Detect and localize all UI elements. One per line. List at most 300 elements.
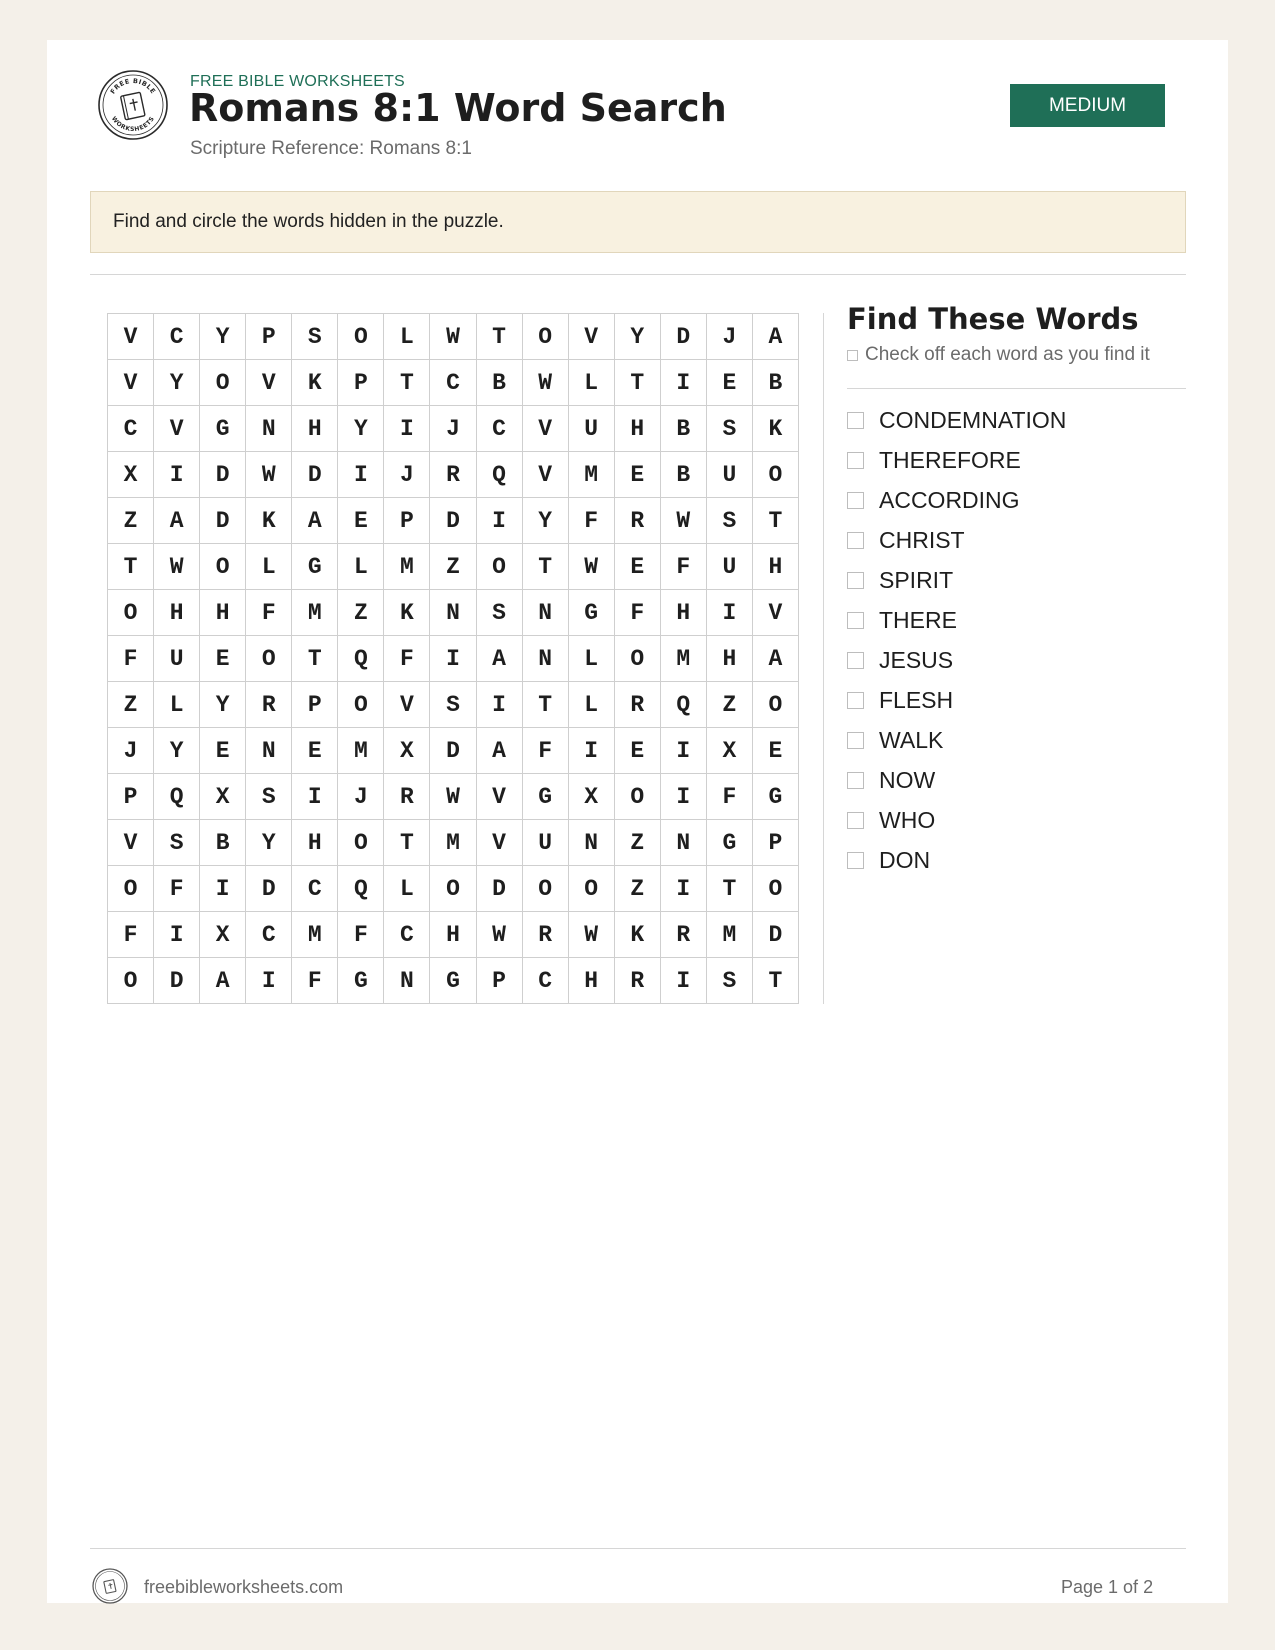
grid-cell[interactable]: T [108, 544, 154, 590]
grid-cell[interactable]: H [614, 406, 660, 452]
grid-row [108, 774, 799, 820]
grid-cell[interactable]: Z [338, 590, 384, 636]
word-checkbox[interactable] [847, 612, 864, 629]
word-list-item[interactable] [847, 520, 1066, 560]
grid-cell[interactable]: N [430, 590, 476, 636]
logo-text-bottom: WORKSHEETS [109, 115, 157, 134]
grid-cell[interactable]: V [246, 360, 292, 406]
grid-cell[interactable]: C [292, 866, 338, 912]
grid-cell[interactable]: V [522, 452, 568, 498]
grid-cell[interactable]: O [200, 544, 246, 590]
grid-row [108, 360, 799, 406]
grid-cell[interactable]: R [430, 452, 476, 498]
grid-cell[interactable]: P [476, 958, 522, 1004]
word-list-item[interactable] [847, 840, 1066, 880]
word-list-item[interactable] [847, 800, 1066, 840]
grid-cell[interactable]: D [200, 452, 246, 498]
grid-cell[interactable]: P [752, 820, 798, 866]
grid-cell[interactable]: W [568, 544, 614, 590]
word-list [847, 400, 1066, 880]
grid-cell[interactable]: A [476, 636, 522, 682]
grid-cell[interactable]: D [430, 498, 476, 544]
grid-cell[interactable]: I [200, 866, 246, 912]
grid-cell[interactable]: X [108, 452, 154, 498]
word-checkbox[interactable] [847, 812, 864, 829]
grid-cell[interactable]: I [292, 774, 338, 820]
word-list-hint [847, 344, 1150, 366]
grid-cell[interactable]: X [568, 774, 614, 820]
grid-cell[interactable]: O [752, 452, 798, 498]
grid-cell[interactable]: O [108, 590, 154, 636]
grid-cell[interactable]: F [522, 728, 568, 774]
grid-cell[interactable]: K [246, 498, 292, 544]
word-checkbox[interactable] [847, 452, 864, 469]
page-title: Romans 8:1 Word Search [189, 86, 727, 130]
grid-cell[interactable]: D [430, 728, 476, 774]
grid-cell[interactable]: A [200, 958, 246, 1004]
grid-cell[interactable]: K [614, 912, 660, 958]
grid-cell[interactable]: Y [200, 682, 246, 728]
grid-cell[interactable]: D [752, 912, 798, 958]
word-label: WHO [879, 806, 936, 833]
grid-cell[interactable]: H [752, 544, 798, 590]
grid-cell[interactable]: S [292, 314, 338, 360]
grid-cell[interactable]: W [660, 498, 706, 544]
word-label: DON [879, 846, 931, 873]
grid-cell[interactable]: H [200, 590, 246, 636]
grid-cell[interactable]: V [108, 360, 154, 406]
grid-cell[interactable]: J [338, 774, 384, 820]
grid-cell[interactable]: F [108, 912, 154, 958]
checkbox-icon [847, 350, 858, 361]
grid-cell[interactable]: C [522, 958, 568, 1004]
grid-cell[interactable]: W [476, 912, 522, 958]
grid-cell[interactable]: V [108, 314, 154, 360]
grid-cell[interactable]: K [752, 406, 798, 452]
grid-cell[interactable]: E [292, 728, 338, 774]
grid-cell[interactable]: O [338, 314, 384, 360]
grid-cell[interactable]: N [246, 406, 292, 452]
grid-cell[interactable]: J [430, 406, 476, 452]
grid-row [108, 452, 799, 498]
grid-cell[interactable]: W [568, 912, 614, 958]
grid-cell[interactable]: A [752, 636, 798, 682]
grid-cell[interactable]: T [384, 360, 430, 406]
word-list-item[interactable] [847, 440, 1066, 480]
grid-cell[interactable]: V [384, 682, 430, 728]
grid-row [108, 498, 799, 544]
grid-cell[interactable]: S [154, 820, 200, 866]
grid-cell[interactable]: A [476, 728, 522, 774]
word-list-item[interactable] [847, 480, 1066, 520]
grid-cell[interactable]: X [384, 728, 430, 774]
word-list-item[interactable] [847, 600, 1066, 640]
instructions-text: Find and circle the words hidden in the puzzle. [113, 211, 504, 232]
grid-cell[interactable]: Z [614, 820, 660, 866]
grid-cell[interactable]: Q [338, 866, 384, 912]
grid-cell[interactable]: H [660, 590, 706, 636]
grid-cell[interactable]: W [430, 314, 476, 360]
grid-cell[interactable]: O [752, 866, 798, 912]
grid-cell[interactable]: E [614, 728, 660, 774]
word-list-item[interactable] [847, 400, 1066, 440]
grid-cell[interactable]: R [614, 682, 660, 728]
grid-cell[interactable]: C [154, 314, 200, 360]
grid-cell[interactable]: H [430, 912, 476, 958]
grid-cell[interactable]: I [568, 728, 614, 774]
grid-cell[interactable]: K [292, 360, 338, 406]
grid-cell[interactable]: F [154, 866, 200, 912]
grid-cell[interactable]: S [476, 590, 522, 636]
grid-cell[interactable]: U [154, 636, 200, 682]
word-checkbox[interactable] [847, 652, 864, 669]
grid-cell[interactable]: I [246, 958, 292, 1004]
word-checkbox[interactable] [847, 692, 864, 709]
word-list-item[interactable] [847, 760, 1066, 800]
footer-logo-icon [92, 1568, 128, 1604]
worksheet-page [47, 40, 1228, 1603]
grid-cell[interactable]: C [384, 912, 430, 958]
grid-cell[interactable]: F [338, 912, 384, 958]
grid-cell[interactable]: O [430, 866, 476, 912]
grid-row [108, 314, 799, 360]
grid-cell[interactable]: I [660, 958, 706, 1004]
grid-cell[interactable]: O [522, 314, 568, 360]
grid-cell[interactable]: L [568, 636, 614, 682]
grid-cell[interactable]: E [752, 728, 798, 774]
grid-cell[interactable]: I [660, 774, 706, 820]
word-list-item[interactable] [847, 680, 1066, 720]
grid-cell[interactable]: O [614, 636, 660, 682]
grid-cell[interactable]: S [706, 958, 752, 1004]
grid-cell[interactable]: C [246, 912, 292, 958]
page-number: Page 1 of 2 [1061, 1577, 1154, 1597]
grid-cell[interactable]: G [752, 774, 798, 820]
grid-cell[interactable]: G [338, 958, 384, 1004]
grid-cell[interactable]: W [522, 360, 568, 406]
grid-row [108, 544, 799, 590]
grid-cell[interactable]: O [108, 866, 154, 912]
grid-cell[interactable]: S [706, 406, 752, 452]
grid-cell[interactable]: W [430, 774, 476, 820]
word-checkbox[interactable] [847, 492, 864, 509]
grid-cell[interactable]: Q [338, 636, 384, 682]
grid-cell[interactable]: N [384, 958, 430, 1004]
grid-cell[interactable]: F [568, 498, 614, 544]
grid-cell[interactable]: B [200, 820, 246, 866]
grid-cell[interactable]: Y [338, 406, 384, 452]
grid-cell[interactable]: S [246, 774, 292, 820]
grid-cell[interactable]: F [384, 636, 430, 682]
grid-cell[interactable]: V [154, 406, 200, 452]
grid-cell[interactable]: F [706, 774, 752, 820]
grid-cell[interactable]: I [476, 498, 522, 544]
grid-cell[interactable]: P [338, 360, 384, 406]
grid-cell[interactable]: E [614, 544, 660, 590]
word-label: WALK [879, 726, 944, 753]
word-label: JESUS [879, 646, 954, 673]
brand-label: FREE BIBLE WORKSHEETS [190, 73, 405, 90]
grid-cell[interactable]: P [108, 774, 154, 820]
grid-cell[interactable]: X [200, 774, 246, 820]
grid-cell[interactable]: G [706, 820, 752, 866]
grid-cell[interactable]: N [660, 820, 706, 866]
grid-cell[interactable]: Z [108, 498, 154, 544]
grid-cell[interactable]: E [706, 360, 752, 406]
grid-cell[interactable]: F [614, 590, 660, 636]
word-list-item[interactable] [847, 560, 1066, 600]
grid-cell[interactable]: M [384, 544, 430, 590]
grid-cell[interactable]: Q [476, 452, 522, 498]
grid-cell[interactable]: Q [660, 682, 706, 728]
difficulty-badge: MEDIUM [1010, 84, 1165, 127]
column-divider [823, 313, 824, 1004]
grid-cell[interactable]: O [522, 866, 568, 912]
grid-cell[interactable]: M [568, 452, 614, 498]
grid-cell[interactable]: R [522, 912, 568, 958]
word-checkbox[interactable] [847, 412, 864, 429]
divider [90, 1548, 1186, 1549]
word-checkbox[interactable] [847, 732, 864, 749]
grid-cell[interactable]: J [108, 728, 154, 774]
grid-cell[interactable]: O [614, 774, 660, 820]
grid-cell[interactable]: Q [154, 774, 200, 820]
grid-cell[interactable]: K [384, 590, 430, 636]
grid-row [108, 820, 799, 866]
grid-cell[interactable]: L [384, 866, 430, 912]
grid-cell[interactable]: H [292, 820, 338, 866]
grid-cell[interactable]: M [338, 728, 384, 774]
word-label: NOW [879, 766, 936, 793]
grid-cell[interactable]: R [246, 682, 292, 728]
grid-cell[interactable]: T [522, 544, 568, 590]
grid-row [108, 682, 799, 728]
grid-cell[interactable]: G [522, 774, 568, 820]
grid-cell[interactable]: D [200, 498, 246, 544]
grid-cell[interactable]: W [246, 452, 292, 498]
grid-cell[interactable]: F [292, 958, 338, 1004]
grid-cell[interactable]: L [154, 682, 200, 728]
grid-cell[interactable]: D [292, 452, 338, 498]
grid-cell[interactable]: M [660, 636, 706, 682]
grid-cell[interactable]: T [384, 820, 430, 866]
word-checkbox[interactable] [847, 532, 864, 549]
grid-cell[interactable]: U [706, 544, 752, 590]
grid-cell[interactable]: T [752, 958, 798, 1004]
grid-cell[interactable]: A [292, 498, 338, 544]
grid-cell[interactable]: Y [522, 498, 568, 544]
divider [90, 274, 1186, 275]
grid-cell[interactable]: V [476, 774, 522, 820]
grid-row [108, 866, 799, 912]
grid-cell[interactable]: B [476, 360, 522, 406]
grid-cell[interactable]: Y [200, 314, 246, 360]
grid-cell[interactable]: I [660, 728, 706, 774]
grid-cell[interactable]: B [752, 360, 798, 406]
grid-row [108, 958, 799, 1004]
grid-cell[interactable]: U [522, 820, 568, 866]
grid-cell[interactable]: V [752, 590, 798, 636]
grid-cell[interactable]: B [660, 406, 706, 452]
grid-cell[interactable]: I [706, 590, 752, 636]
grid-cell[interactable]: N [246, 728, 292, 774]
grid-cell[interactable]: Y [246, 820, 292, 866]
word-label: ACCORDING [879, 486, 1020, 513]
word-label: CHRIST [879, 526, 965, 553]
grid-cell[interactable]: V [108, 820, 154, 866]
word-label: CONDEMNATION [879, 406, 1067, 433]
grid-cell[interactable]: S [706, 498, 752, 544]
grid-cell[interactable]: Y [154, 360, 200, 406]
grid-row [108, 636, 799, 682]
grid-row [108, 912, 799, 958]
divider [847, 388, 1186, 389]
word-list-item[interactable] [847, 720, 1066, 760]
grid-cell[interactable]: F [660, 544, 706, 590]
grid-cell[interactable]: N [568, 820, 614, 866]
grid-cell[interactable]: H [292, 406, 338, 452]
word-search-grid[interactable] [107, 313, 799, 1004]
grid-cell[interactable]: M [706, 912, 752, 958]
grid-cell[interactable]: P [246, 314, 292, 360]
grid-cell[interactable]: G [430, 958, 476, 1004]
grid-cell[interactable]: F [108, 636, 154, 682]
logo-text-top: FREE BIBLE [108, 76, 158, 96]
grid-cell[interactable]: J [384, 452, 430, 498]
grid-cell[interactable]: Z [706, 682, 752, 728]
grid-cell[interactable]: Y [614, 314, 660, 360]
grid-cell[interactable]: O [108, 958, 154, 1004]
word-checkbox[interactable] [847, 572, 864, 589]
grid-cell[interactable]: H [568, 958, 614, 1004]
grid-cell[interactable]: U [568, 406, 614, 452]
grid-row [108, 590, 799, 636]
grid-row [108, 728, 799, 774]
grid-cell[interactable]: Z [430, 544, 476, 590]
grid-cell[interactable]: P [384, 498, 430, 544]
bible-book-icon [121, 92, 146, 120]
grid-cell[interactable]: C [476, 406, 522, 452]
grid-cell[interactable]: M [292, 912, 338, 958]
grid-cell[interactable]: L [384, 314, 430, 360]
grid-cell[interactable]: S [430, 682, 476, 728]
grid-cell[interactable]: L [338, 544, 384, 590]
grid-cell[interactable]: O [246, 636, 292, 682]
word-label: FLESH [879, 686, 954, 713]
grid-cell[interactable]: I [476, 682, 522, 728]
grid-cell[interactable]: H [706, 636, 752, 682]
grid-cell[interactable]: Y [154, 728, 200, 774]
grid-cell[interactable]: R [660, 912, 706, 958]
grid-cell[interactable]: E [338, 498, 384, 544]
grid-cell[interactable]: T [522, 682, 568, 728]
grid-cell[interactable]: L [246, 544, 292, 590]
grid-cell[interactable]: A [154, 498, 200, 544]
grid-cell[interactable]: Z [108, 682, 154, 728]
grid-cell[interactable]: T [706, 866, 752, 912]
grid-cell[interactable]: U [706, 452, 752, 498]
grid-cell[interactable]: O [752, 682, 798, 728]
grid-cell[interactable]: L [568, 360, 614, 406]
word-checkbox[interactable] [847, 852, 864, 869]
instructions-banner [90, 191, 1186, 253]
grid-cell[interactable]: M [292, 590, 338, 636]
grid-cell[interactable]: V [476, 820, 522, 866]
grid-cell[interactable]: C [430, 360, 476, 406]
grid-cell[interactable]: D [660, 314, 706, 360]
word-label: SPIRIT [879, 566, 954, 593]
grid-cell[interactable]: G [292, 544, 338, 590]
grid-cell[interactable]: N [522, 636, 568, 682]
grid-row [108, 406, 799, 452]
word-label: THEREFORE [879, 446, 1021, 473]
grid-cell[interactable]: Z [614, 866, 660, 912]
grid-cell[interactable]: R [614, 958, 660, 1004]
grid-cell[interactable]: A [752, 314, 798, 360]
scripture-reference: Scripture Reference: Romans 8:1 [190, 138, 472, 159]
grid-cell[interactable]: N [522, 590, 568, 636]
grid-cell[interactable]: V [568, 314, 614, 360]
grid-cell[interactable]: I [338, 452, 384, 498]
word-list-hint-text: Check off each word as you find it [865, 344, 1150, 365]
grid-cell[interactable]: O [338, 682, 384, 728]
grid-cell[interactable]: J [706, 314, 752, 360]
grid-cell[interactable]: R [614, 498, 660, 544]
grid-cell[interactable]: E [200, 728, 246, 774]
grid-cell[interactable]: G [568, 590, 614, 636]
grid-cell[interactable]: T [752, 498, 798, 544]
word-list-item[interactable] [847, 640, 1066, 680]
grid-cell[interactable]: E [614, 452, 660, 498]
grid-cell[interactable]: H [154, 590, 200, 636]
grid-cell[interactable]: T [476, 314, 522, 360]
grid-cell[interactable]: O [476, 544, 522, 590]
grid-cell[interactable]: L [568, 682, 614, 728]
grid-cell[interactable]: T [292, 636, 338, 682]
grid-cell[interactable]: F [246, 590, 292, 636]
footer-site-url[interactable]: freebibleworksheets.com [144, 1577, 344, 1597]
grid-cell[interactable]: E [200, 636, 246, 682]
grid-cell[interactable]: B [660, 452, 706, 498]
grid-cell[interactable]: I [154, 452, 200, 498]
grid-cell[interactable]: G [200, 406, 246, 452]
grid-cell[interactable]: O [200, 360, 246, 406]
grid-cell[interactable]: X [706, 728, 752, 774]
grid-cell[interactable]: I [660, 360, 706, 406]
grid-cell[interactable]: O [568, 866, 614, 912]
grid-cell[interactable]: P [292, 682, 338, 728]
grid-cell[interactable]: X [200, 912, 246, 958]
word-label: THERE [879, 606, 957, 633]
grid-cell[interactable]: I [660, 866, 706, 912]
word-list-title: Find These Words [847, 302, 1139, 336]
grid-cell[interactable]: I [154, 912, 200, 958]
grid-cell[interactable]: D [476, 866, 522, 912]
grid-cell[interactable]: I [384, 406, 430, 452]
grid-cell[interactable]: W [154, 544, 200, 590]
grid-cell[interactable]: M [430, 820, 476, 866]
grid-cell[interactable]: O [338, 820, 384, 866]
grid-cell[interactable]: I [430, 636, 476, 682]
grid-cell[interactable]: C [108, 406, 154, 452]
grid-cell[interactable]: R [384, 774, 430, 820]
logo-icon [97, 69, 169, 141]
grid-cell[interactable]: T [614, 360, 660, 406]
grid-cell[interactable]: D [154, 958, 200, 1004]
word-checkbox[interactable] [847, 772, 864, 789]
grid-cell[interactable]: V [522, 406, 568, 452]
grid-cell[interactable]: D [246, 866, 292, 912]
